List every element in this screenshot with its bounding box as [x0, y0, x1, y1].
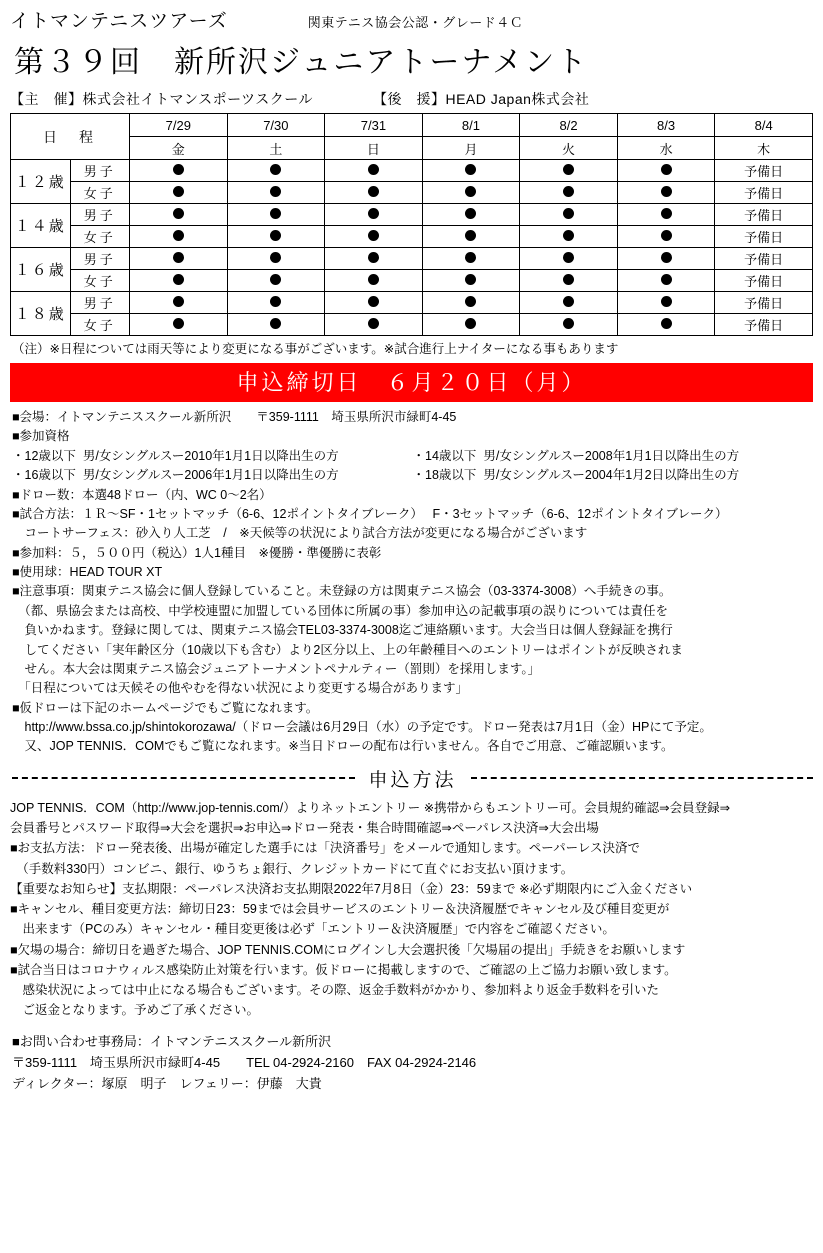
schedule-note: （注）※日程については雨天等により変更になる事がございます。※試合進行上ナイターになる事もあります — [12, 342, 619, 356]
apply-line: ■試合当日はコロナウィルス感染防止対策を行います。仮ドローに掲載しますので、ご確認の上ご協力お願い致します。 — [10, 962, 677, 977]
match-dot-cell — [422, 292, 520, 314]
match-dot-cell — [617, 270, 715, 292]
dot-icon — [173, 230, 184, 241]
match-dot-cell — [325, 204, 423, 226]
match-dot-cell — [227, 182, 325, 204]
match-format-line: ■試合方法：１Ｒ～SF・1セットマッチ（6-6、12ポイントタイブレーク） F・3セットマッチ（6-6、12ポイントタイブレーク） — [12, 506, 728, 521]
dot-icon — [465, 252, 476, 263]
match-dot-cell — [422, 270, 520, 292]
match-dot-cell — [130, 182, 228, 204]
organizer-line — [0, 87, 823, 113]
match-dot-cell — [520, 292, 618, 314]
ball-line: ■使用球：HEAD TOUR XT — [12, 565, 163, 579]
dot-icon — [563, 186, 574, 197]
dot-icon — [465, 318, 476, 329]
dot-icon — [368, 208, 379, 219]
apply-method-title: 申込方法 — [368, 769, 457, 791]
date-cell: 8/1 — [422, 114, 520, 137]
dot-icon — [563, 252, 574, 263]
eligibility-item: ・14歳以下 男/女シングルスー2008年1月1日以降出生の方 — [412, 448, 740, 463]
spare-day-cell: 予備日 — [715, 270, 813, 292]
apply-line: ■お支払方法：ドロー発表後、出場が確定した選手には「決済番号」をメールで通知します。ペーパーレス決済で — [10, 841, 641, 856]
apply-divider — [12, 765, 813, 792]
match-dot-cell — [130, 270, 228, 292]
match-dot-cell — [520, 182, 618, 204]
tour-name: イトマンテニスツアーズ — [10, 11, 228, 32]
match-dot-cell — [325, 160, 423, 182]
dot-icon — [661, 164, 672, 175]
day-cell: 月 — [422, 137, 520, 160]
match-dot-cell — [227, 160, 325, 182]
match-dot-cell — [422, 204, 520, 226]
table-row — [11, 270, 813, 292]
dot-icon — [465, 274, 476, 285]
match-dot-cell — [617, 160, 715, 182]
match-dot-cell — [227, 292, 325, 314]
schedule-label: 日 程 — [11, 114, 130, 160]
apply-line: 感染状況によっては中止になる場合もございます。その際、返金手数料がかかり、参加料より返金手数料を引いた — [10, 983, 660, 997]
age-label: １８歳 — [11, 292, 71, 336]
sex-label: 男子 — [70, 292, 130, 314]
divider-line-left — [12, 777, 355, 779]
day-cell: 金 — [130, 137, 228, 160]
date-cell: 8/3 — [617, 114, 715, 137]
match-dot-cell — [227, 248, 325, 270]
match-dot-cell — [130, 226, 228, 248]
apply-line: （手数料330円）コンビニ、銀行、ゆうちょ銀行、クレジットカードにて直ぐにお支払い頂けます。 — [10, 861, 574, 876]
sex-label: 女子 — [70, 226, 130, 248]
match-dot-cell — [227, 270, 325, 292]
table-row — [11, 314, 813, 336]
contact-office: ■お問い合わせ事務局：イトマンテニススクール新所沢 — [12, 1033, 332, 1049]
schedule-table — [10, 113, 813, 336]
match-dot-cell — [617, 292, 715, 314]
match-dot-cell — [227, 226, 325, 248]
dot-icon — [173, 208, 184, 219]
match-dot-cell — [130, 314, 228, 336]
day-cell: 火 — [520, 137, 618, 160]
caution-line: してください「実年齢区分（10歳以下も含む）より2区分以上、上の年齢種目へのエントリーはポイントが反映されま — [12, 642, 683, 657]
spare-day-cell: 予備日 — [715, 226, 813, 248]
apply-line: ご返金となります。予めご了承ください。 — [10, 1003, 260, 1018]
sex-label: 女子 — [70, 270, 130, 292]
date-cell: 8/2 — [520, 114, 618, 137]
spare-day-cell: 予備日 — [715, 314, 813, 336]
match-dot-cell — [617, 226, 715, 248]
eligibility-label: ■参加資格 — [12, 429, 70, 444]
date-cell: 7/31 — [325, 114, 423, 137]
match-dot-cell — [325, 270, 423, 292]
provisional-draw-line: 又、JOP TENNIS．COMでもご覧になれます。※当日ドローの配布は行いません。各自でご用意、ご確認願います。 — [12, 739, 674, 754]
dot-icon — [465, 186, 476, 197]
dot-icon — [465, 164, 476, 175]
sex-label: 男子 — [70, 248, 130, 270]
venue-line: ■会場：イトマンテニススクール新所沢 〒359-1111 埼玉県所沢市緑町4-45 — [12, 410, 457, 424]
apply-line: ■キャンセル、種目変更方法：締切日23：59までは会員サービスのエントリー＆決済履歴でキャンセル及び種目変更が — [10, 902, 670, 916]
age-label: １６歳 — [11, 248, 71, 292]
table-row — [11, 160, 813, 182]
apply-line: JOP TENNIS．COM（http://www.jop-tennis.com/）よりネットエントリー ※携帯からもエントリー可。会員規約確認⇒会員登録⇒ — [10, 800, 731, 815]
dot-icon — [563, 274, 574, 285]
sex-label: 男子 — [70, 160, 130, 182]
caution-line: せん。本大会は関東テニス協会ジュニアトーナメントペナルティー（罰則）を採用します。」 — [12, 661, 541, 676]
sponsor: 【後 援】HEAD Japan株式会社 — [372, 91, 590, 107]
apply-line: 【重要なお知らせ】支払期限：ペーパレス決済お支払期限2022年7月8日（金）23：59まで ※必ず期限内にご入金ください — [10, 881, 693, 896]
entry-fee-line: ■参加料：５，５００円（税込）1人1種目 ※優勝・準優勝に表彰 — [12, 545, 382, 560]
dot-icon — [368, 230, 379, 241]
sex-label: 男子 — [70, 204, 130, 226]
match-dot-cell — [422, 314, 520, 336]
dot-icon — [368, 274, 379, 285]
match-dot-cell — [617, 182, 715, 204]
day-cell: 水 — [617, 137, 715, 160]
sex-label: 女子 — [70, 314, 130, 336]
dot-icon — [661, 296, 672, 307]
match-dot-cell — [520, 248, 618, 270]
dot-icon — [368, 318, 379, 329]
day-cell: 土 — [227, 137, 325, 160]
dot-icon — [173, 318, 184, 329]
age-label: １２歳 — [11, 160, 71, 204]
dot-icon — [465, 230, 476, 241]
eligibility-row-2 — [12, 466, 813, 485]
caution-line: 「日程については天候その他やむを得ない状況により変更する場合があります」 — [12, 681, 469, 696]
match-dot-cell — [130, 292, 228, 314]
table-header-dates — [11, 114, 813, 137]
dot-icon — [661, 274, 672, 285]
dot-icon — [368, 252, 379, 263]
contact-address: 〒359-1111 埼玉県所沢市緑町4-45 TEL 04-2924-2160 FAX 04-2924-2146 — [12, 1054, 477, 1070]
divider-line-right — [471, 777, 814, 779]
dot-icon — [270, 252, 281, 263]
apply-line: 会員番号とパスワード取得⇒大会を選択⇒お申込⇒ドロー発表・集合時間確認⇒ペーパレス決済⇒大会出場 — [10, 821, 599, 835]
dot-icon — [563, 208, 574, 219]
caution-line: （都、県協会または高校、中学校連盟に加盟している団体に所属の事）参加申込の記載事項の誤りについては責任を — [12, 603, 669, 618]
dot-icon — [465, 296, 476, 307]
date-cell: 7/30 — [227, 114, 325, 137]
dot-icon — [270, 318, 281, 329]
contact-block — [0, 1021, 823, 1100]
draw-size-line: ■ドロー数：本選48ドロー（内、WC 0～2名） — [12, 487, 272, 502]
day-cell: 日 — [325, 137, 423, 160]
match-dot-cell — [227, 204, 325, 226]
organizer: 【主 催】株式会社イトマンスポーツスクール — [10, 91, 313, 107]
match-dot-cell — [520, 160, 618, 182]
dot-icon — [173, 164, 184, 175]
match-dot-cell — [520, 226, 618, 248]
header-top — [0, 0, 823, 33]
court-surface-line: コートサーフェス：砂入り人工芝 / ※天候等の状況により試合方法が変更になる場合がございます — [12, 526, 588, 541]
deadline-banner: 申込締切日 ６月２０日（月） — [10, 363, 813, 402]
spare-day-cell: 予備日 — [715, 182, 813, 204]
apply-block — [0, 794, 823, 1021]
sex-label: 女子 — [70, 182, 130, 204]
dot-icon — [173, 252, 184, 263]
date-cell: 8/4 — [715, 114, 813, 137]
eligibility-item: ・12歳以下 男/女シングルスー2010年1月1日以降出生の方 — [12, 448, 339, 463]
match-dot-cell — [325, 314, 423, 336]
dot-icon — [661, 230, 672, 241]
match-dot-cell — [130, 160, 228, 182]
details-block — [0, 408, 823, 757]
dot-icon — [270, 186, 281, 197]
age-label: １４歳 — [11, 204, 71, 248]
match-dot-cell — [325, 248, 423, 270]
match-dot-cell — [422, 226, 520, 248]
match-dot-cell — [422, 160, 520, 182]
dot-icon — [465, 208, 476, 219]
match-dot-cell — [130, 204, 228, 226]
dot-icon — [173, 296, 184, 307]
dot-icon — [270, 208, 281, 219]
contact-staff: ディレクター：塚原 明子 レフェリー：伊藤 大貴 — [12, 1075, 322, 1091]
dot-icon — [173, 186, 184, 197]
dot-icon — [270, 230, 281, 241]
dot-icon — [563, 230, 574, 241]
dot-icon — [173, 274, 184, 285]
match-dot-cell — [617, 314, 715, 336]
table-row — [11, 182, 813, 204]
match-dot-cell — [130, 248, 228, 270]
match-dot-cell — [325, 292, 423, 314]
grade-label: 関東テニス協会公認・グレード４Ｃ — [307, 15, 524, 30]
dot-icon — [661, 208, 672, 219]
day-cell: 木 — [715, 137, 813, 160]
eligibility-item: ・16歳以下 男/女シングルスー2006年1月1日以降出生の方 — [12, 468, 339, 483]
table-row — [11, 226, 813, 248]
caution-line: ■注意事項：関東テニス協会に個人登録していること。未登録の方は関東テニス協会（03-3374-3008）へ手続きの事。 — [12, 584, 672, 599]
eligibility-item: ・18歳以下 男/女シングルスー2004年1月2日以降出生の方 — [412, 468, 740, 483]
date-cell: 7/29 — [130, 114, 228, 137]
apply-line: ■欠場の場合：締切日を過ぎた場合、JOP TENNIS.COMにログインし大会選択後「欠場届の提出」手続きをお願いします — [10, 942, 686, 957]
provisional-draw-url[interactable]: http://www.bssa.co.jp/shintokorozawa/（ドロー会議は6月29日（水）の予定です。ドロー発表は7月1日（金）HPにて予定。 — [12, 720, 712, 734]
dot-icon — [368, 296, 379, 307]
table-row — [11, 204, 813, 226]
match-dot-cell — [520, 270, 618, 292]
provisional-draw-line: ■仮ドローは下記のホームページでもご覧になれます。 — [12, 700, 319, 715]
match-dot-cell — [325, 182, 423, 204]
table-row — [11, 248, 813, 270]
dot-icon — [661, 186, 672, 197]
match-dot-cell — [422, 248, 520, 270]
table-row — [11, 292, 813, 314]
spare-day-cell: 予備日 — [715, 160, 813, 182]
table-header-days — [11, 137, 813, 160]
spare-day-cell: 予備日 — [715, 248, 813, 270]
spare-day-cell: 予備日 — [715, 292, 813, 314]
caution-line: 負いかねます。登録に関しては、関東テニス協会TEL03-3374-3008迄ご連絡願います。大会当日は個人登録証を携行 — [12, 623, 673, 638]
match-dot-cell — [227, 314, 325, 336]
match-dot-cell — [325, 226, 423, 248]
spare-day-cell: 予備日 — [715, 204, 813, 226]
page-title: 第３９回 新所沢ジュニアトーナメント — [14, 46, 589, 79]
eligibility-row-1 — [12, 447, 813, 466]
match-dot-cell — [422, 182, 520, 204]
match-dot-cell — [617, 248, 715, 270]
dot-icon — [270, 274, 281, 285]
dot-icon — [563, 164, 574, 175]
dot-icon — [661, 252, 672, 263]
match-dot-cell — [617, 204, 715, 226]
dot-icon — [270, 164, 281, 175]
apply-line: 出来ます（PCのみ）キャンセル・種目変更後は必ず「エントリー＆決済履歴」で内容をご確認ください。 — [10, 922, 615, 937]
dot-icon — [368, 164, 379, 175]
dot-icon — [270, 296, 281, 307]
dot-icon — [661, 318, 672, 329]
dot-icon — [368, 186, 379, 197]
match-dot-cell — [520, 204, 618, 226]
match-dot-cell — [520, 314, 618, 336]
dot-icon — [563, 296, 574, 307]
dot-icon — [563, 318, 574, 329]
